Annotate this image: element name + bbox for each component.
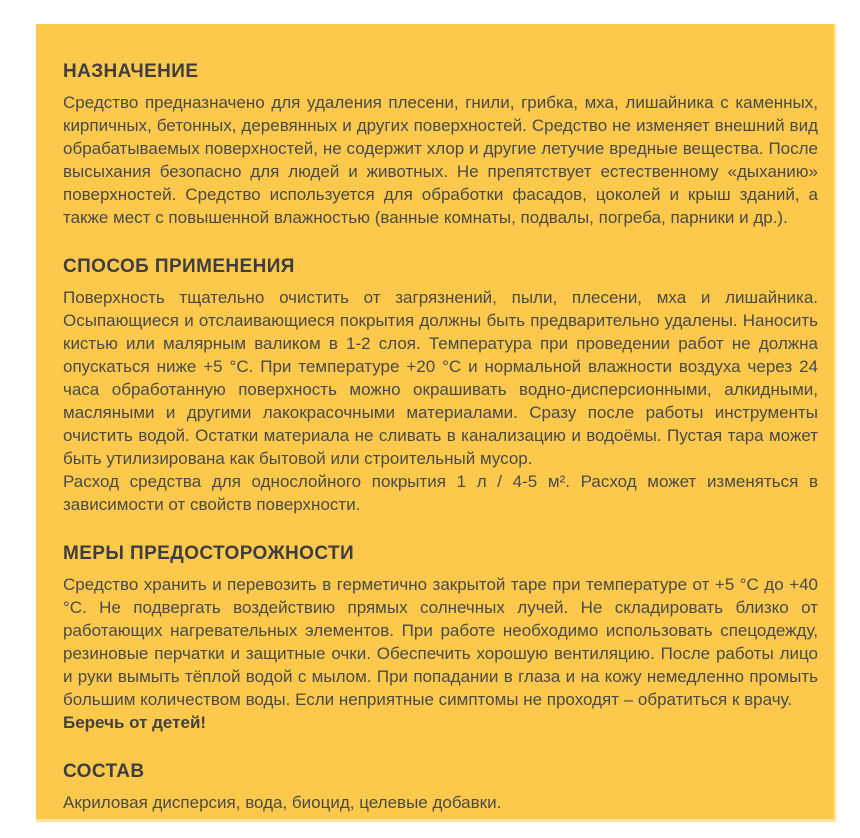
section-purpose-body — [63, 91, 818, 229]
label-panel — [36, 24, 836, 822]
section-precautions-body — [63, 573, 818, 734]
section-composition-paragraph: Акриловая дисперсия, вода, биоцид, целевые добавки. — [63, 793, 502, 812]
section-purpose — [63, 61, 818, 229]
section-composition-body — [63, 791, 818, 814]
section-application — [63, 256, 818, 516]
section-purpose-heading: НАЗНАЧЕНИЕ — [63, 61, 199, 82]
section-application-consumption-paragraph: Расход средства для однослойного покрытия 1 л / 4-5 м². Расход может изменяться в зависимости от свойств поверхности. — [63, 472, 818, 514]
section-precautions-heading: МЕРЫ ПРЕДОСТОРОЖНОСТИ — [63, 543, 355, 564]
section-composition — [63, 761, 818, 814]
section-composition-heading: СОСТАВ — [63, 761, 145, 782]
keep-away-from-children-note: Беречь от детей! — [63, 713, 207, 732]
section-application-body — [63, 286, 818, 516]
section-application-paragraph: Поверхность тщательно очистить от загрязнений, пыли, плесени, мха и лишайника. Осыпающиеся и отслаивающиеся покрытия должны быть предварительно удалены. Наносить кистью или малярным валиком в 1-2 слоя. Температура при проведении работ не должна опускаться ниже +5 °С. При температуре +20 °С и нормальной влажности воздуха через 24 часа обработанную поверхность можно окрашивать водно-дисперсионными, алкидными, масляными и другими лакокрасочными материалами. Сразу после работы инструменты очистить водой. Остатки материала не сливать в канализацию и водоёмы. Пустая тара может быть утилизирована как бытовой или строительный мусор. — [63, 288, 818, 468]
section-precautions-paragraph: Средство хранить и перевозить в герметично закрытой таре при температуре от +5 °С до +40 °С. Не подвергать воздействию прямых солнечных лучей. Не складировать близко от работающих нагревательных элементов. При работе необходимо использовать спецодежду, резиновые перчатки и защитные очки. Обеспечить хорошую вентиляцию. После работы лицо и руки вымыть тёплой водой с мылом. При попадании в глаза и на кожу немедленно промыть большим количеством воды. Если неприятные симптомы не проходят – обратиться к врачу. — [63, 575, 818, 709]
section-application-heading: СПОСОБ ПРИМЕНЕНИЯ — [63, 256, 295, 277]
section-precautions — [63, 543, 818, 734]
section-purpose-paragraph: Средство предназначено для удаления плесени, гнили, грибка, мха, лишайника с каменных, кирпичных, бетонных, деревянных и других поверхностей. Средство не изменяет внешний вид обрабатываемых поверхностей, не содержит хлор и другие летучие вредные вещества. После высыхания безопасно для людей и животных. Не препятствует естественному «дыханию» поверхностей. Средство используется для обработки фасадов, цоколей и крыш зданий, а также мест с повышенной влажностью (ванные комнаты, подвалы, погреба, парники и др.). — [63, 93, 818, 227]
